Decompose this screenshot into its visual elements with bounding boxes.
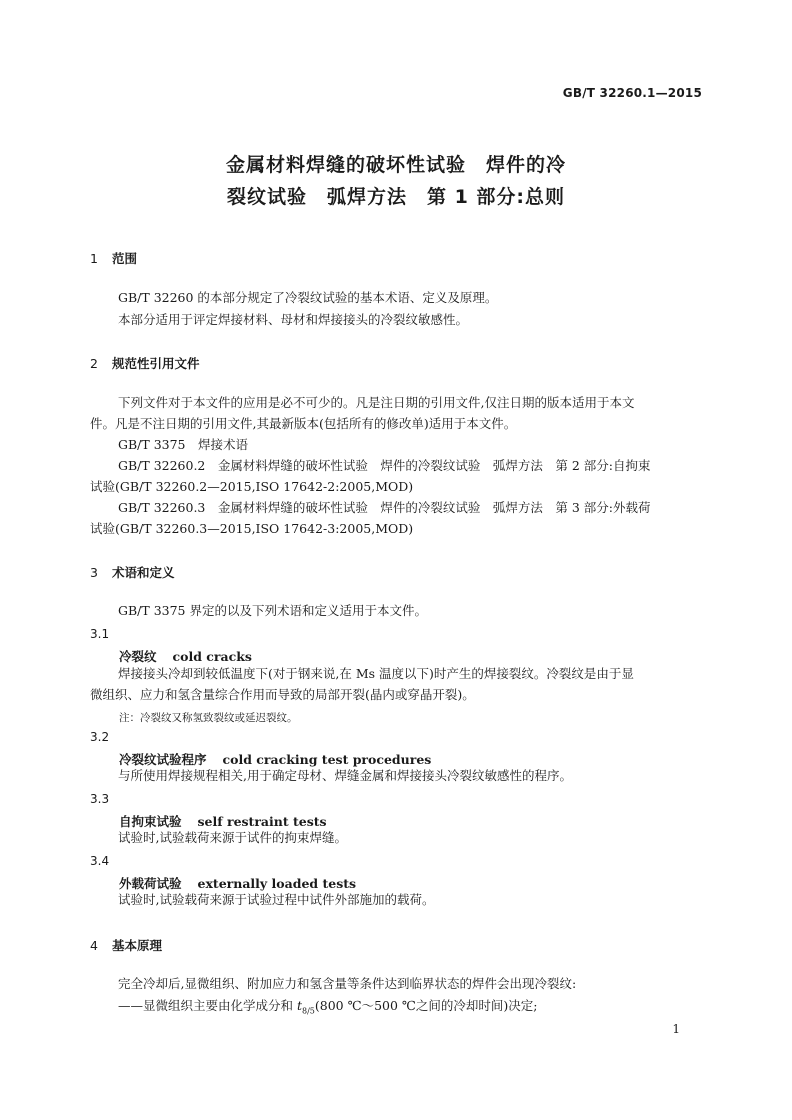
section-title: 基本原理 (112, 938, 163, 953)
paragraph: 完全冷却后,显微组织、附加应力和氢含量等条件达到临界状态的焊件会出现冷裂纹: (118, 976, 577, 991)
section-number: 2 (90, 356, 98, 371)
term-number: 3.4 (90, 854, 110, 868)
term-en: cold cracking test procedures (222, 752, 432, 767)
section-title: 术语和定义 (112, 565, 175, 580)
section-title: 规范性引用文件 (112, 356, 200, 371)
term-cn: 冷裂纹试验程序 (119, 752, 207, 767)
reference-item: GB/T 32260.2 金属材料焊缝的破坏性试验 焊件的冷裂纹试验 弧焊方法 第 2 部分:自拘束 (118, 458, 651, 473)
term-title (119, 647, 252, 665)
standard-number: GB/T 32260.1—2015 (562, 86, 702, 100)
symbol-subscript: 8/5 (302, 1006, 315, 1016)
term-en: self restraint tests (197, 814, 327, 829)
reference-item: 试验(GB/T 32260.3—2015,ISO 17642-3:2005,MOD) (90, 521, 414, 536)
document-title-line-2: 裂纹试验 弧焊方法 第 1 部分:总则 (226, 186, 566, 208)
section-1-heading (90, 249, 137, 267)
section-number: 1 (90, 251, 98, 266)
term-number: 3.1 (90, 627, 110, 641)
section-4-heading (90, 936, 162, 954)
term-cn: 自拘束试验 (119, 814, 182, 829)
reference-item: GB/T 32260.3 金属材料焊缝的破坏性试验 焊件的冷裂纹试验 弧焊方法 第 3 部分:外载荷 (118, 500, 651, 515)
note: 注：冷裂纹又称氢致裂纹或延迟裂纹。 (119, 712, 298, 724)
reference-item: GB/T 3375 焊接术语 (118, 437, 249, 452)
reference-item: 试验(GB/T 32260.2—2015,ISO 17642-2:2005,MOD) (90, 479, 414, 494)
section-number: 4 (90, 938, 98, 953)
term-definition: 与所使用焊接规程相关,用于确定母材、焊缝金属和焊接接头冷裂纹敏感性的程序。 (118, 768, 572, 783)
term-number: 3.3 (90, 792, 110, 806)
bullet-text: ——显微组织主要由化学成分和 (118, 998, 297, 1013)
term-en: externally loaded tests (197, 876, 357, 891)
term-definition: 焊接接头冷却到较低温度下(对于钢来说,在 Ms 温度以下)时产生的焊接裂纹。冷裂纹是由于显 (118, 666, 634, 681)
page-number: 1 (672, 1022, 680, 1036)
term-number: 3.2 (90, 730, 110, 744)
symbol-t: t (296, 998, 303, 1013)
term-cn: 冷裂纹 (119, 649, 157, 664)
paragraph: GB/T 3375 界定的以及下列术语和定义适用于本文件。 (118, 603, 427, 618)
section-title: 范围 (112, 251, 138, 266)
document-title-line-1: 金属材料焊缝的破坏性试验 焊件的冷 (225, 154, 566, 176)
term-definition: 微组织、应力和氢含量综合作用而导致的局部开裂(晶内或穿晶开裂)。 (90, 687, 475, 702)
paragraph: 本部分适用于评定焊接材料、母材和焊接接头的冷裂纹敏感性。 (118, 312, 469, 327)
section-number: 3 (90, 565, 98, 580)
term-definition: 试验时,试验载荷来源于试验过程中试件外部施加的载荷。 (118, 892, 435, 907)
term-cn: 外载荷试验 (119, 876, 182, 891)
term-en: cold cracks (172, 649, 252, 664)
section-3-heading (90, 563, 175, 581)
bullet-item (118, 996, 538, 1022)
paragraph: GB/T 32260 的本部分规定了冷裂纹试验的基本术语、定义及原理。 (118, 290, 498, 305)
paragraph: 下列文件对于本文件的应用是必不可少的。凡是注日期的引用文件,仅注日期的版本适用于本文 (118, 395, 635, 410)
paragraph: 件。凡是不注日期的引用文件,其最新版本(包括所有的修改单)适用于本文件。 (90, 416, 517, 431)
term-definition: 试验时,试验载荷来源于试件的拘束焊缝。 (118, 830, 347, 845)
section-2-heading (90, 354, 200, 372)
bullet-text: (800 ℃～500 ℃之间的冷却时间)决定; (314, 998, 538, 1013)
